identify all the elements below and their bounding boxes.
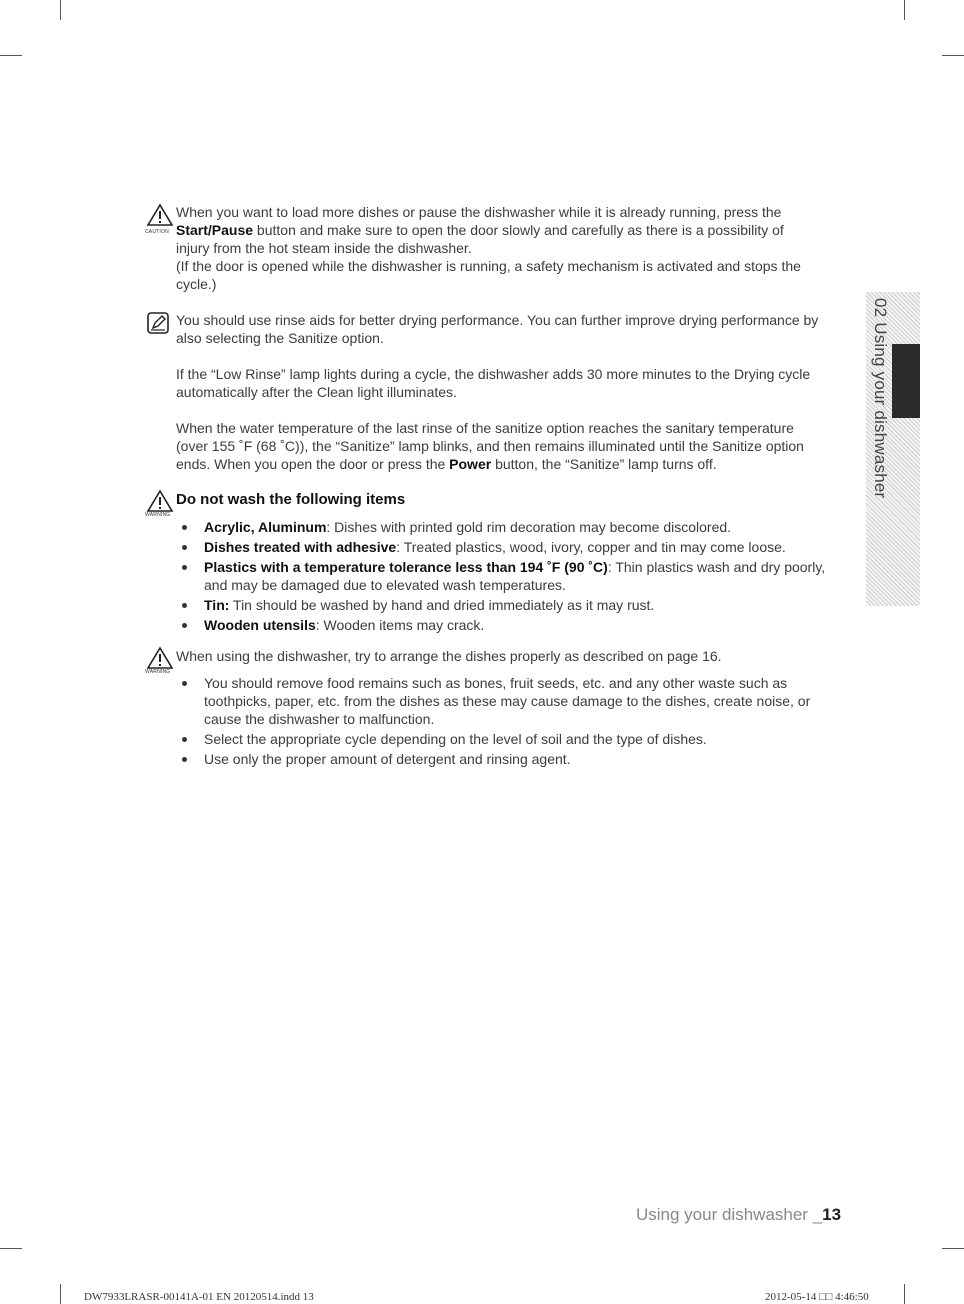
- bullet-icon: [182, 623, 187, 628]
- item-text: Use only the proper amount of detergent and rinsing agent.: [204, 751, 571, 767]
- bullet-icon: [182, 603, 187, 608]
- note-para-2-text: If the “Low Rinse” lamp lights during a cycle, the dishwasher adds 30 more minutes to the Drying cycle automatically after the Clean light illuminates.: [176, 366, 811, 400]
- page-footer: [636, 1205, 841, 1225]
- note-para-3-a: When the water temperature of the last rinse of the sanitize option reaches the sanitary temperature (over 155 ˚F (68 ˚C)), the “Sanitize” lamp blinks, and then remains illuminated until the Sanitize option ends. When you open the door or press the: [176, 420, 804, 472]
- item-text: : Dishes with printed gold rim decoration may become discolored.: [326, 519, 732, 535]
- item-text: You should remove food remains such as bones, fruit seeds, etc. and any other waste such as toothpicks, paper, etc. from the dishes as these may cause damage to the dishes, create noise, or cause the dishwasher to malfunction.: [204, 675, 811, 727]
- start-pause-label: Start/Pause: [176, 222, 254, 238]
- crop-mark: [904, 1284, 905, 1304]
- caution-line3: injury from the hot steam inside the dishwasher.: [176, 240, 472, 256]
- list-item: [176, 750, 826, 768]
- crop-mark: [942, 1248, 964, 1249]
- chapter-marker: [892, 344, 920, 418]
- crop-mark: [904, 0, 905, 20]
- bullet-icon: [182, 737, 187, 742]
- warning2-intro-text: When using the dishwasher, try to arrange the dishes properly as described on page 16.: [176, 648, 722, 664]
- list-item: [176, 518, 826, 536]
- print-slug-left: DW7933LRASR-00141A-01 EN 20120514.indd 13: [84, 1291, 314, 1303]
- crop-mark: [60, 1284, 61, 1304]
- list-item: [176, 538, 826, 556]
- warning-icon: [146, 489, 174, 513]
- list-item: [176, 616, 826, 634]
- item-bold: Acrylic, Aluminum: [204, 519, 327, 535]
- item-text: : Thin plastics wash and dry poorly, and may be damaged due to elevated wash temperatures.: [204, 559, 826, 593]
- warning1-list: [176, 518, 826, 636]
- note-icon: [146, 311, 170, 335]
- list-item: [176, 558, 826, 594]
- power-label: Power: [449, 456, 492, 472]
- note-para-3: [176, 419, 826, 473]
- warning-label: WARNING: [145, 512, 171, 518]
- warning-icon: [146, 646, 174, 670]
- caution-line1: When you want to load more dishes or pause the dishwasher while it is already running, press the: [176, 204, 782, 220]
- bullet-icon: [182, 525, 187, 530]
- warning2-intro: [176, 647, 838, 665]
- page-number: 13: [822, 1205, 842, 1224]
- chapter-side-label: 02 Using your dishwasher: [871, 298, 890, 499]
- list-item: [176, 596, 826, 614]
- note-para-3-b: button, the “Sanitize” lamp turns off.: [491, 456, 717, 472]
- crop-mark: [60, 0, 61, 20]
- caution-line4: (If the door is opened while the dishwasher is running, a safety mechanism is activated and stops the cycle.): [176, 258, 801, 292]
- warning2-list: [176, 674, 826, 770]
- item-text: Select the appropriate cycle depending on the level of soil and the type of dishes.: [204, 731, 707, 747]
- list-item: [176, 674, 826, 728]
- note-para-2: [176, 365, 838, 401]
- bullet-icon: [182, 545, 187, 550]
- item-text: : Treated plastics, wood, ivory, copper and tin may come loose.: [396, 539, 786, 555]
- item-text: Tin should be washed by hand and dried immediately as it may rust.: [229, 597, 655, 613]
- warning1-heading: [176, 491, 838, 509]
- item-bold: Plastics with a temperature tolerance less than 194 ˚F (90 ˚C): [204, 559, 608, 575]
- bullet-icon: [182, 681, 187, 686]
- caution-line2: button and make sure to open the door slowly and carefully as there is a possibility of: [253, 222, 784, 238]
- crop-mark: [942, 55, 964, 56]
- print-slug-right: 2012-05-14 □□ 4:46:50: [765, 1291, 869, 1303]
- caution-text: [176, 203, 838, 293]
- note-para-1-text: You should use rinse aids for better drying performance. You can further improve drying performance by also selecting the Sanitize option.: [176, 312, 819, 346]
- note-para-1: [176, 311, 826, 347]
- item-bold: Dishes treated with adhesive: [204, 539, 397, 555]
- bullet-icon: [182, 757, 187, 762]
- footer-section: Using your dishwasher _: [636, 1205, 823, 1224]
- item-bold: Tin:: [204, 597, 230, 613]
- warning-label: WARNING: [145, 669, 171, 675]
- item-text: : Wooden items may crack.: [315, 617, 485, 633]
- caution-icon: [146, 203, 174, 227]
- item-bold: Wooden utensils: [204, 617, 316, 633]
- warning1-heading-text: Do not wash the following items: [176, 491, 406, 508]
- caution-label: CAUTION: [145, 229, 169, 235]
- list-item: [176, 730, 826, 748]
- crop-mark: [0, 55, 22, 56]
- crop-mark: [0, 1248, 22, 1249]
- bullet-icon: [182, 565, 187, 570]
